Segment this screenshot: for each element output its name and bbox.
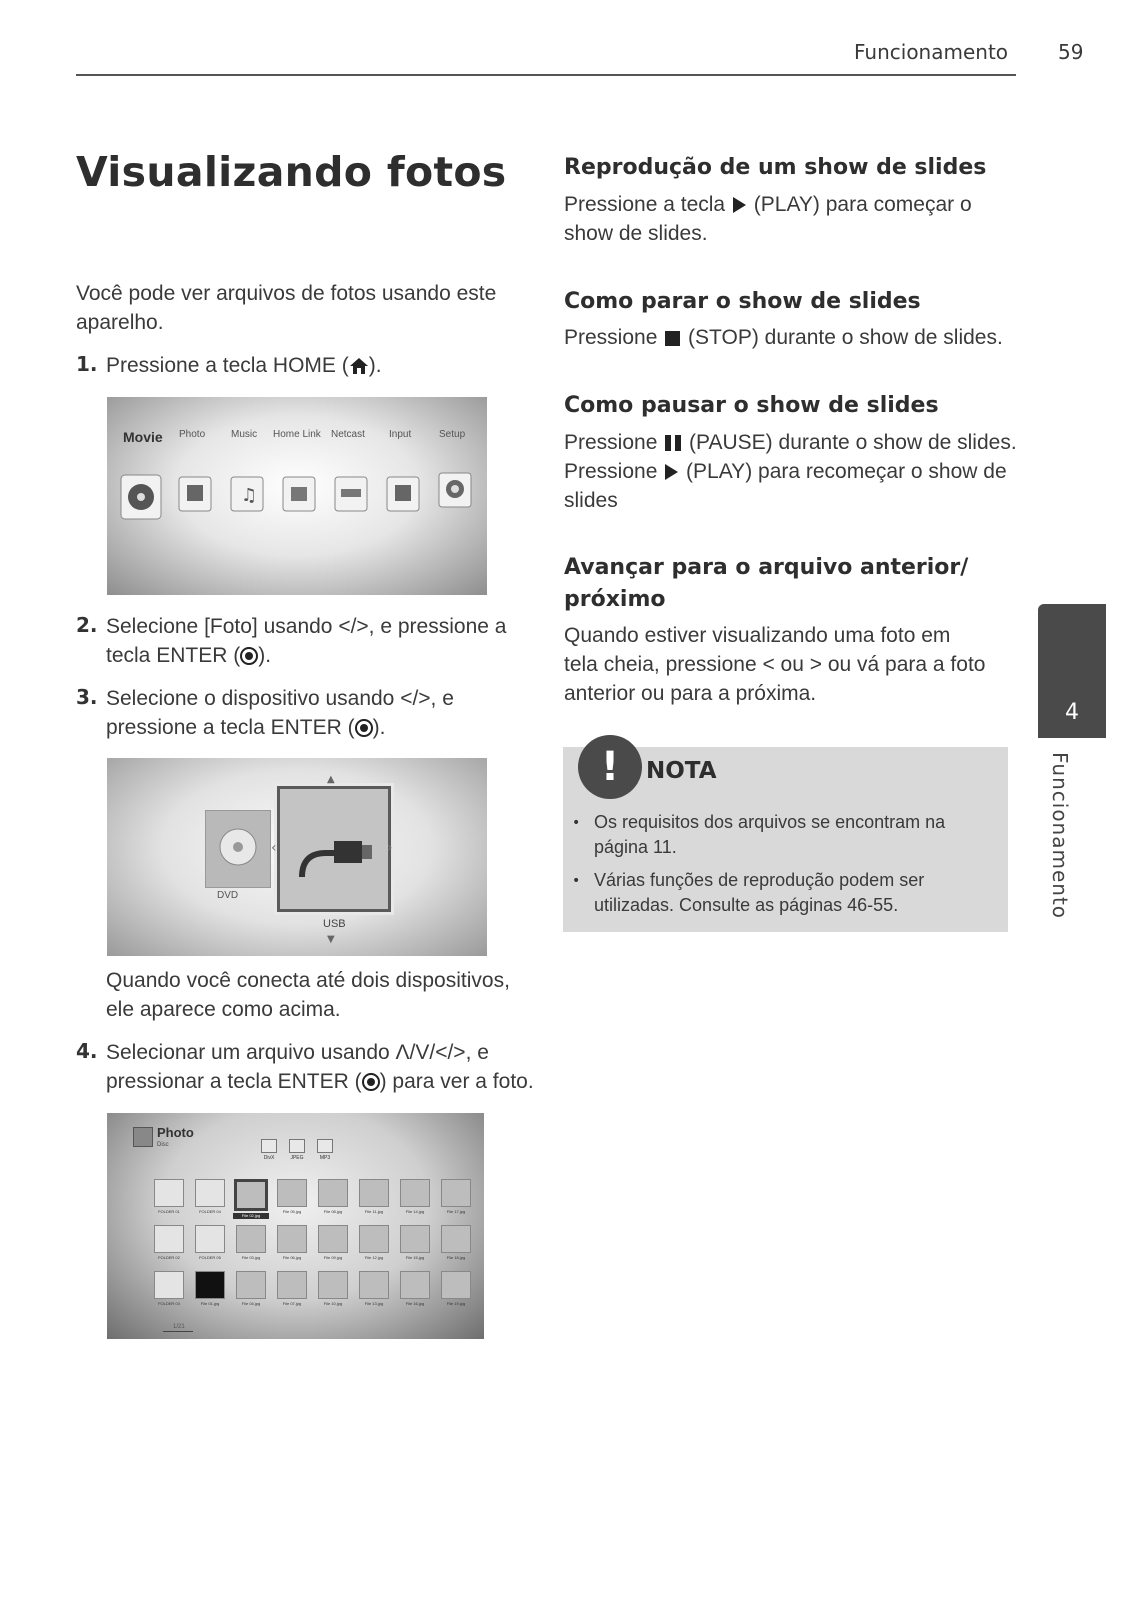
- menu-item-photo: Photo: [179, 429, 206, 440]
- intro-text: Você pode ver arquivos de fotos usando este aparelho.: [76, 282, 497, 334]
- folder-tab[interactable]: [285, 1139, 309, 1161]
- step-1-text: Pressione a tecla HOME ( ).: [106, 354, 382, 377]
- image-icon: [441, 1225, 471, 1253]
- folder-icon: [289, 1139, 305, 1153]
- scroll-bar: [163, 1331, 193, 1332]
- folder-icon: [154, 1179, 184, 1207]
- photo-grid-item[interactable]: [233, 1225, 269, 1265]
- section-text-pause: Pressione (PAUSE) durante o show de slides. Pressione (PLAY) para recomeçar o show de slides: [564, 431, 1017, 512]
- folder-icon: [317, 1139, 333, 1153]
- chapter-number: 4: [1065, 700, 1079, 725]
- photo-grid-label: File 19.jpg: [446, 1301, 466, 1306]
- play-icon: [665, 464, 678, 480]
- photo-grid-label: File 02.jpg: [233, 1213, 269, 1219]
- photo-grid-label: File 05.jpg: [282, 1209, 302, 1214]
- exclamation-icon: !: [578, 735, 642, 799]
- image-icon: [236, 1271, 266, 1299]
- disc-icon: [206, 811, 270, 887]
- chevron-up-icon: ▲: [327, 774, 335, 785]
- folder-tab-label: DivX: [263, 1155, 275, 1161]
- photo-grid-item[interactable]: [192, 1225, 228, 1265]
- photo-grid-label: FOLDER 03: [158, 1301, 180, 1306]
- step-2-text: Selecione [Foto] usando </>, e pressione a tecla ENTER ( ).: [106, 615, 507, 667]
- enter-icon: [362, 1073, 380, 1091]
- photo-browser-screenshot: [107, 1113, 484, 1339]
- photo-grid-label: File 07.jpg: [282, 1301, 302, 1306]
- photo-app-icon: [133, 1127, 153, 1147]
- home-menu-screenshot: [107, 397, 487, 595]
- folder-icon: [195, 1179, 225, 1207]
- chevron-down-icon: ▼: [327, 934, 335, 945]
- folder-icon: [261, 1139, 277, 1153]
- section-text-play: Pressione a tecla (PLAY) para começar o show de slides.: [564, 193, 972, 245]
- photo-grid-item[interactable]: [151, 1225, 187, 1265]
- menu-item-home-link: Home Link: [273, 429, 321, 440]
- folder-tab-label: MP3: [319, 1155, 331, 1161]
- step-4-number: 4.: [76, 1039, 98, 1063]
- enter-icon: [355, 719, 373, 737]
- stop-icon: [665, 331, 680, 346]
- image-icon: [277, 1271, 307, 1299]
- devices-caption: Quando você conecta até dois dispositivos, ele aparece como acima.: [106, 969, 510, 1021]
- dvd-label: DVD: [217, 890, 239, 901]
- menu-item-setup: Setup: [439, 429, 466, 440]
- folder-icon: [154, 1271, 184, 1299]
- section-heading-stop: Como parar o show de slides: [564, 289, 921, 314]
- image-icon: [441, 1271, 471, 1299]
- folder-tab[interactable]: [257, 1139, 281, 1161]
- photo-grid-item[interactable]: [315, 1271, 351, 1311]
- dvd-tile: [205, 810, 271, 888]
- step-3-number: 3.: [76, 685, 98, 709]
- photo-grid-label: File 03.jpg: [241, 1255, 261, 1260]
- section-heading-navigate: Avançar para o arquivo anterior/ próximo: [564, 555, 969, 612]
- menu-item-music: Music: [231, 429, 258, 440]
- folder-icon: [154, 1225, 184, 1253]
- image-icon: [359, 1179, 389, 1207]
- play-icon: [733, 197, 746, 213]
- photo-grid-item[interactable]: [151, 1271, 187, 1311]
- photo-grid-label: File 11.jpg: [364, 1209, 384, 1214]
- photo-grid-label: File 14.jpg: [405, 1209, 425, 1214]
- image-icon: [359, 1225, 389, 1253]
- page-title: Visualizando fotos: [76, 148, 507, 196]
- photo-grid-item[interactable]: [438, 1225, 474, 1265]
- image-icon: [277, 1225, 307, 1253]
- photo-grid-item[interactable]: [356, 1225, 392, 1265]
- photo-grid-item[interactable]: [233, 1179, 269, 1219]
- step-4-text: Selecionar um arquivo usando Λ/V/</>, e pressionar a tecla ENTER ( ) para ver a foto.: [106, 1041, 534, 1093]
- photo-grid-item[interactable]: [192, 1271, 228, 1311]
- bullet-icon: •: [572, 873, 581, 889]
- image-icon: [318, 1225, 348, 1253]
- folder-tabs: [257, 1139, 337, 1169]
- photo-grid-label: FOLDER 02: [158, 1255, 180, 1260]
- image-icon: [195, 1271, 225, 1299]
- home-icon: [349, 357, 369, 375]
- image-icon: [277, 1179, 307, 1207]
- menu-item-netcast: Netcast: [331, 429, 365, 440]
- photo-grid-label: File 08.jpg: [323, 1209, 343, 1214]
- section-heading-play: Reprodução de um show de slides: [564, 155, 987, 180]
- note-item: Várias funções de reprodução podem ser utilizadas. Consulte as páginas 46-55.: [594, 870, 925, 915]
- photo-grid-item[interactable]: [233, 1271, 269, 1311]
- menu-icons-row: [107, 467, 487, 527]
- svg-text:♫: ♫: [241, 485, 258, 506]
- header-rule: [76, 74, 1016, 76]
- usb-tile: [277, 786, 391, 912]
- image-icon: [400, 1225, 430, 1253]
- photo-grid-item[interactable]: [356, 1179, 392, 1219]
- image-icon: [359, 1271, 389, 1299]
- photo-grid-label: File 18.jpg: [446, 1255, 466, 1260]
- photo-grid-label: File 17.jpg: [446, 1209, 466, 1214]
- menu-item-movie: Movie: [123, 429, 163, 445]
- page-number: 59: [1058, 40, 1084, 64]
- folder-tab-label: JPEG: [290, 1155, 304, 1161]
- step-3-text: Selecione o dispositivo usando </>, e pressione a tecla ENTER ( ).: [106, 687, 454, 739]
- photo-grid-label: FOLDER 05: [199, 1255, 221, 1260]
- image-icon: [318, 1179, 348, 1207]
- photo-grid-item[interactable]: [397, 1225, 433, 1265]
- photo-grid-item[interactable]: [315, 1179, 351, 1219]
- photo-grid-item[interactable]: [151, 1179, 187, 1219]
- chevron-right-icon: ›: [387, 840, 393, 856]
- image-icon: [400, 1179, 430, 1207]
- photo-grid-label: File 01.jpg: [200, 1301, 220, 1306]
- note-title: NOTA: [646, 758, 717, 784]
- chevron-left-icon: ‹: [271, 840, 277, 856]
- image-icon: [400, 1271, 430, 1299]
- photo-screen-subtitle: Disc: [157, 1142, 169, 1148]
- usb-label: USB: [323, 918, 346, 930]
- photo-grid-label: FOLDER 04: [199, 1209, 221, 1214]
- folder-icon: [195, 1225, 225, 1253]
- photo-grid-item[interactable]: [274, 1271, 310, 1311]
- photo-grid-item[interactable]: [438, 1179, 474, 1219]
- photo-grid-item[interactable]: [356, 1271, 392, 1311]
- section-text-stop: Pressione (STOP) durante o show de slides.: [564, 326, 1003, 349]
- step-1-number: 1.: [76, 352, 98, 376]
- step-2-number: 2.: [76, 613, 98, 637]
- photo-grid-label: FOLDER 01: [158, 1209, 180, 1214]
- menu-item-input: Input: [389, 429, 412, 440]
- photo-grid-item[interactable]: [315, 1225, 351, 1265]
- photo-grid-label: File 16.jpg: [405, 1301, 425, 1306]
- photo-grid-label: File 12.jpg: [364, 1255, 384, 1260]
- photo-grid-label: File 15.jpg: [405, 1255, 425, 1260]
- photo-grid-item[interactable]: [274, 1225, 310, 1265]
- photo-screen-title: Photo: [157, 1125, 194, 1140]
- section-heading-pause: Como pausar o show de slides: [564, 393, 939, 418]
- photo-grid-item[interactable]: [397, 1271, 433, 1311]
- page-indicator: 1/21: [173, 1324, 185, 1330]
- photo-grid-label: File 09.jpg: [323, 1255, 343, 1260]
- photo-grid-item[interactable]: [192, 1179, 228, 1219]
- bullet-icon: •: [572, 815, 581, 831]
- chapter-label: Funcionamento: [1048, 752, 1072, 920]
- enter-icon: [240, 647, 258, 665]
- image-icon: [236, 1225, 266, 1253]
- device-select-screenshot: [107, 758, 487, 956]
- note-item: Os requisitos dos arquivos se encontram na página 11.: [594, 812, 946, 857]
- photo-grid-item[interactable]: [397, 1179, 433, 1219]
- image-icon: [234, 1179, 268, 1211]
- section-text-navigate: Quando estiver visualizando uma foto em tela cheia, pressione < ou > ou vá para a foto anterior ou para a próxima.: [564, 624, 986, 705]
- image-icon: [318, 1271, 348, 1299]
- pause-icon: [665, 435, 681, 451]
- photo-grid-label: File 13.jpg: [364, 1301, 384, 1306]
- image-icon: [441, 1179, 471, 1207]
- photo-grid-label: File 10.jpg: [323, 1301, 343, 1306]
- photo-grid: [151, 1179, 481, 1329]
- photo-grid-label: File 06.jpg: [282, 1255, 302, 1260]
- photo-grid-label: File 04.jpg: [241, 1301, 261, 1306]
- running-header-section: Funcionamento: [854, 40, 1009, 64]
- folder-tab[interactable]: [313, 1139, 337, 1161]
- photo-grid-item[interactable]: [274, 1179, 310, 1219]
- usb-icon: [280, 789, 388, 909]
- photo-grid-item[interactable]: [438, 1271, 474, 1311]
